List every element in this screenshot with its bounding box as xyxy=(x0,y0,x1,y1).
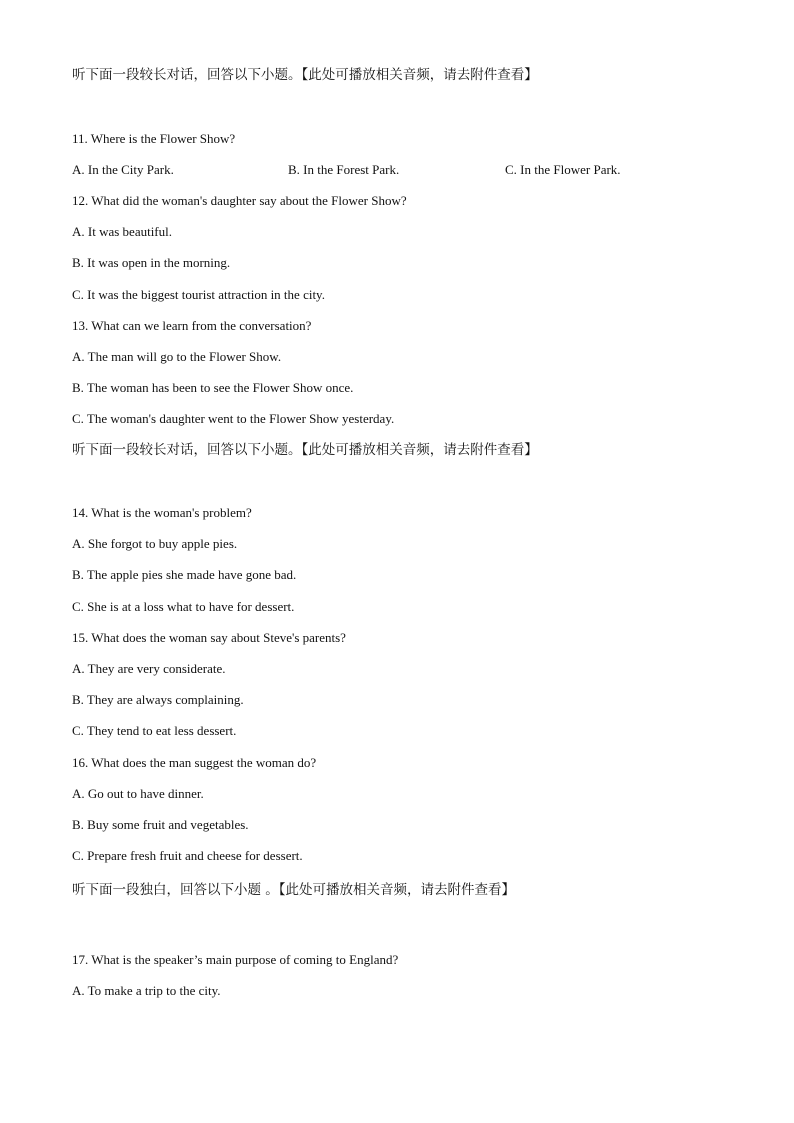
option-b: B. In the Forest Park. xyxy=(288,162,400,177)
option-c: C. They tend to eat less dessert. xyxy=(72,723,237,738)
option-b: B. They are always complaining. xyxy=(72,692,244,707)
option-c: C. In the Flower Park. xyxy=(505,162,621,177)
option-b: B. The apple pies she made have gone bad. xyxy=(72,567,297,582)
option-c: C. Prepare fresh fruit and cheese for dessert. xyxy=(72,848,303,863)
question-stem: 12. What did the woman's daughter say about the Flower Show? xyxy=(72,193,407,208)
question-stem: 14. What is the woman's problem? xyxy=(72,505,252,520)
option-c: C. It was the biggest tourist attraction in the city. xyxy=(72,287,325,302)
question-stem: 11. Where is the Flower Show? xyxy=(72,131,236,146)
option-a: A. It was beautiful. xyxy=(72,224,173,239)
option-a: A. In the City Park. xyxy=(72,162,174,177)
option-b: B. It was open in the morning. xyxy=(72,255,231,270)
question-stem: 15. What does the woman say about Steve's parents? xyxy=(72,630,346,645)
option-b: B. The woman has been to see the Flower Show once. xyxy=(72,380,354,395)
option-c: C. The woman's daughter went to the Flower Show yesterday. xyxy=(72,411,395,426)
option-c: C. She is at a loss what to have for dessert. xyxy=(72,599,295,614)
section-instruction: 听下面一段较长对话，回答以下小题。【此处可播放相关音频，请去附件查看】 xyxy=(72,67,538,83)
option-a: A. She forgot to buy apple pies. xyxy=(72,536,238,551)
question-stem: 13. What can we learn from the conversation? xyxy=(72,318,312,333)
options-row xyxy=(72,162,712,178)
option-a: A. Go out to have dinner. xyxy=(72,786,204,801)
section-instruction: 听下面一段独白，回答以下小题 。【此处可播放相关音频，请去附件查看】 xyxy=(72,882,516,898)
option-a: A. The man will go to the Flower Show. xyxy=(72,349,282,364)
option-a: A. To make a trip to the city. xyxy=(72,983,221,998)
question-stem: 17. What is the speaker’s main purpose of coming to England? xyxy=(72,952,399,967)
question-stem: 16. What does the man suggest the woman do? xyxy=(72,755,317,770)
option-a: A. They are very considerate. xyxy=(72,661,226,676)
option-b: B. Buy some fruit and vegetables. xyxy=(72,817,249,832)
section-instruction: 听下面一段较长对话，回答以下小题。【此处可播放相关音频，请去附件查看】 xyxy=(72,442,538,458)
